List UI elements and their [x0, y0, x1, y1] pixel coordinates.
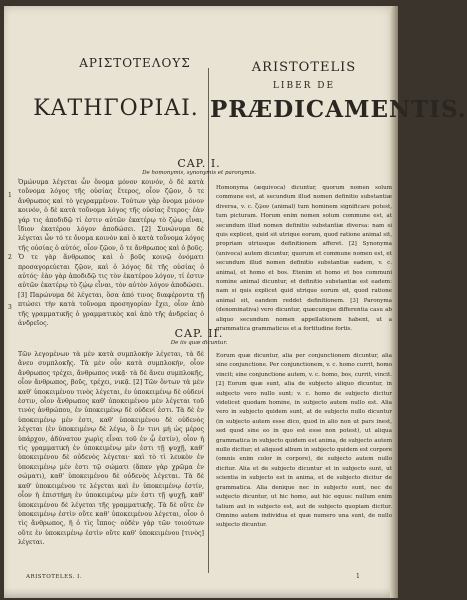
margin-number: 1 — [8, 192, 12, 199]
margin-number: 3 — [8, 304, 12, 311]
greek-chapter-1-text: Ὁμώνυμα λέγεται ὧν ὄνομα μόνον κοινόν, ὁ δὲ κατὰ τοὔνομα λόγος τῆς οὐσίας ἕτερος, οἷον ζῷον, ὅ τε ἄνθρωπος καὶ τὸ γεγραμμένον. Τούτων γὰρ ὄνομα μόνον κοινόν, ὁ δὲ κατὰ τοὔνομα λόγος τῆς οὐσίας ἕτερος· ἐὰν γάρ τις ἀποδιδῷ τί ἐστιν αὐτῶν ἑκατέρῳ τὸ ζῴῳ εἶναι, ἴδιον ἑκατέρου λόγον ἀποδώσει. [2] Συνώνυμα δὲ λέγεται ὧν τό τε ὄνομα κοινὸν καὶ ὁ κατὰ τοὔνομα λόγος τῆς οὐσίας ὁ αὐτός, οἷον ζῷον, ὅ τε ἄνθρωπος καὶ ὁ βοῦς. Ὅ τε γὰρ ἄνθρωπος καὶ ὁ βοῦς κοινῷ ὀνόματι προσαγορεύεται ζῷον, καὶ ὁ λόγος δὲ τῆς οὐσίας ὁ αὐτός· ἐὰν γὰρ ἀποδιδῷ τις τὸν ἑκατέρου λόγον, τί ἐστιν αὐτῶν ἑκατέρῳ τὸ ζῴῳ εἶναι, τὸν αὐτὸν λόγον ἀποδώσει. [3] Παρώνυμα δὲ λέγεται, ὅσα ἀπό τινος διαφέροντα τῇ πτώσει τὴν κατὰ τοὔνομα προσηγορίαν ἔχει, οἷον ἀπὸ τῆς γραμματικῆς ὁ γραμματικὸς καὶ ἀπὸ τῆς ἀνδρείας ὁ ἀνδρεῖος. — [18, 179, 204, 328]
chapter-1-heading: CAP. I. — [177, 157, 221, 170]
chapter-1-note: De homonymis, synonymis et paronymis. — [142, 170, 256, 176]
latin-chapter-2-text: Eorum quæ dicuntur, alia per conjunctionem dicuntur, alia sine conjunctione. Per conjunctionem, v. c. homo currit, homo vincit; sine conjunctione autem, v. c. homo, bos, currit, vincit. [2] Eorum quæ sunt, alia de subjecto aliquo dicuntur, in subjecto vero nullo sunt; v. c. homo de subjecto dicitur videlicet quodam homine, in subjecto autem nullo est. Alia vero in subjecto quidem sunt, at de subjecto nullo dicuntur (in subjecto autem esse dico, quod in alio non ut pars inest, sed quod sine eo in quo est esse non potest), ut aliqua grammatica in subjecto quidem est anima, de subjecto autem nullo dicitur; et aliquod album in subjecto quidem est corpore (omnis enim color in corpore), de subjecto autem nullo dicitur. Alia et de subjecto dicuntur et in subjecto sunt, ut scientia in subjecto est in anima, et de subjecto dicitur de grammatica. Alia denique nec in subjecto sunt, nec de subjecto dicuntur, ut hic homo, aut hic equus: nullum enim talium aut in subjecto est, aut de subjecto quopiam dicitur. Omnino autem individua et quæ numero una sunt, de nullo subjecto dicuntur. — [216, 353, 393, 529]
chapter-2-note: De iis quæ dicuntur. — [170, 340, 228, 346]
latin-chapter-1-text: Homonyma (æquivoca) dicuntur, quorum nomen solum commune est, at secundum illud nomen definitio substantiæ diversa, v. c. ζῷον (animal) tum hominem significare potest, tum picturam. Horum enim nomen solum commune est, at secundum illud nomen definitio substantiæ diversa: nam si quis explicet, quid sit utrique eorum, quod ratione animal sit, propriam utriusque definitionem afferet. [2] Synonyma (univoca) autem dicuntur, quorum et commune nomen est, et secundum illud nomen definitio substantiæ eadem, v. c. animal, et homo et bos. Etenim et homo et bos communi nomine animal dicuntur, et definitio substantiæ est eadem: nam si quis explicet quid utrique eorum sit, quod ratione animal sit, eandem reddet definitionem. [3] Paronyma (denominativa) vero dicuntur, quæcunque differentia casu ab aliquo secundum nomen appellationem habent, ut a grammatica grammaticus et a fortitudine fortis. — [216, 185, 392, 333]
greek-author: ΑΡΙΣΤΟΤΕΛΟΥΣ — [79, 56, 191, 70]
greek-title: ΚΑΤΗΓΟΡΙΑΙ. — [33, 96, 199, 121]
greek-chapter-2-text: Τῶν λεγομένων τὰ μὲν κατὰ συμπλοκὴν λέγεται, τὰ δὲ ἄνευ συμπλοκῆς. Τὰ μὲν οὖν κατὰ συμπλοκήν, οἷον ἄνθρωπος τρέχει, ἄνθρωπος νικᾷ· τὰ δὲ ἄνευ συμπλοκῆς, οἷον ἄνθρωπος, βοῦς, τρέχει, νικᾷ. [2] Τῶν ὄντων τὰ μὲν καθ' ὑποκειμένου τινὸς λέγεται, ἐν ὑποκειμένῳ δὲ οὐδενί ἐστιν, οἷον ἄνθρωπος καθ' ὑποκειμένου μὲν λέγεται τοῦ τινὸς ἀνθρώπου, ἐν ὑποκειμένῳ δὲ οὐδενί ἐστι. Τὰ δὲ ἐν ὑποκειμένῳ μέν ἐστι, καθ' ὑποκειμένου δὲ οὐδενὸς λέγεται (ἐν ὑποκειμένῳ δὲ λέγω, ὃ ἔν τινι μὴ ὡς μέρος ὑπάρχον, ἀδύνατον χωρὶς εἶναι τοῦ ἐν ᾧ ἐστίν), οἷον ἡ τὶς γραμματικὴ ἐν ὑποκειμένῳ μέν ἐστι τῇ ψυχῇ, καθ' ὑποκειμένου δὲ οὐδενὸς λέγεται· καὶ τὸ τὶ λευκὸν ἐν ὑποκειμένῳ μέν ἐστι τῷ σώματι (ἅπαν γὰρ χρῶμα ἐν σώματι), καθ' ὑποκειμένου δὲ οὐδενὸς λέγεται. Τὰ δὲ καθ' ὑποκειμένου τε λέγεται καὶ ἐν ὑποκειμένῳ ἐστίν, οἷον ἡ ἐπιστήμη ἐν ὑποκειμένῳ μέν ἐστι τῇ ψυχῇ, καθ' ὑποκειμένου δὲ λέγεται τῆς γραμματικῆς. Τὰ δὲ οὔτε ἐν ὑποκειμένῳ ἐστὶν οὔτε καθ' ὑποκειμένου λέγεται, οἷον ὁ τὶς ἄνθρωπος, ἢ ὁ τὶς ἵππος· οὐδὲν γὰρ τῶν τοιούτων οὔτε ἐν ὑποκειμένῳ ἐστὶν οὔτε καθ' ὑποκειμένου [τινὸς] λέγεται. — [18, 351, 204, 547]
book-page — [4, 6, 467, 598]
margin-number: 2 — [8, 254, 12, 261]
latin-title: PRÆDICAMENTIS. — [210, 96, 467, 123]
latin-author: ARISTOTELIS — [251, 60, 357, 75]
page-number: 1 — [356, 573, 360, 580]
chapter-2-heading: CAP. II. — [174, 327, 224, 340]
column-divider — [208, 68, 209, 573]
latin-subtitle: LIBER DE — [272, 81, 336, 91]
signature-mark: ARISTOTELES. I. — [26, 574, 83, 580]
